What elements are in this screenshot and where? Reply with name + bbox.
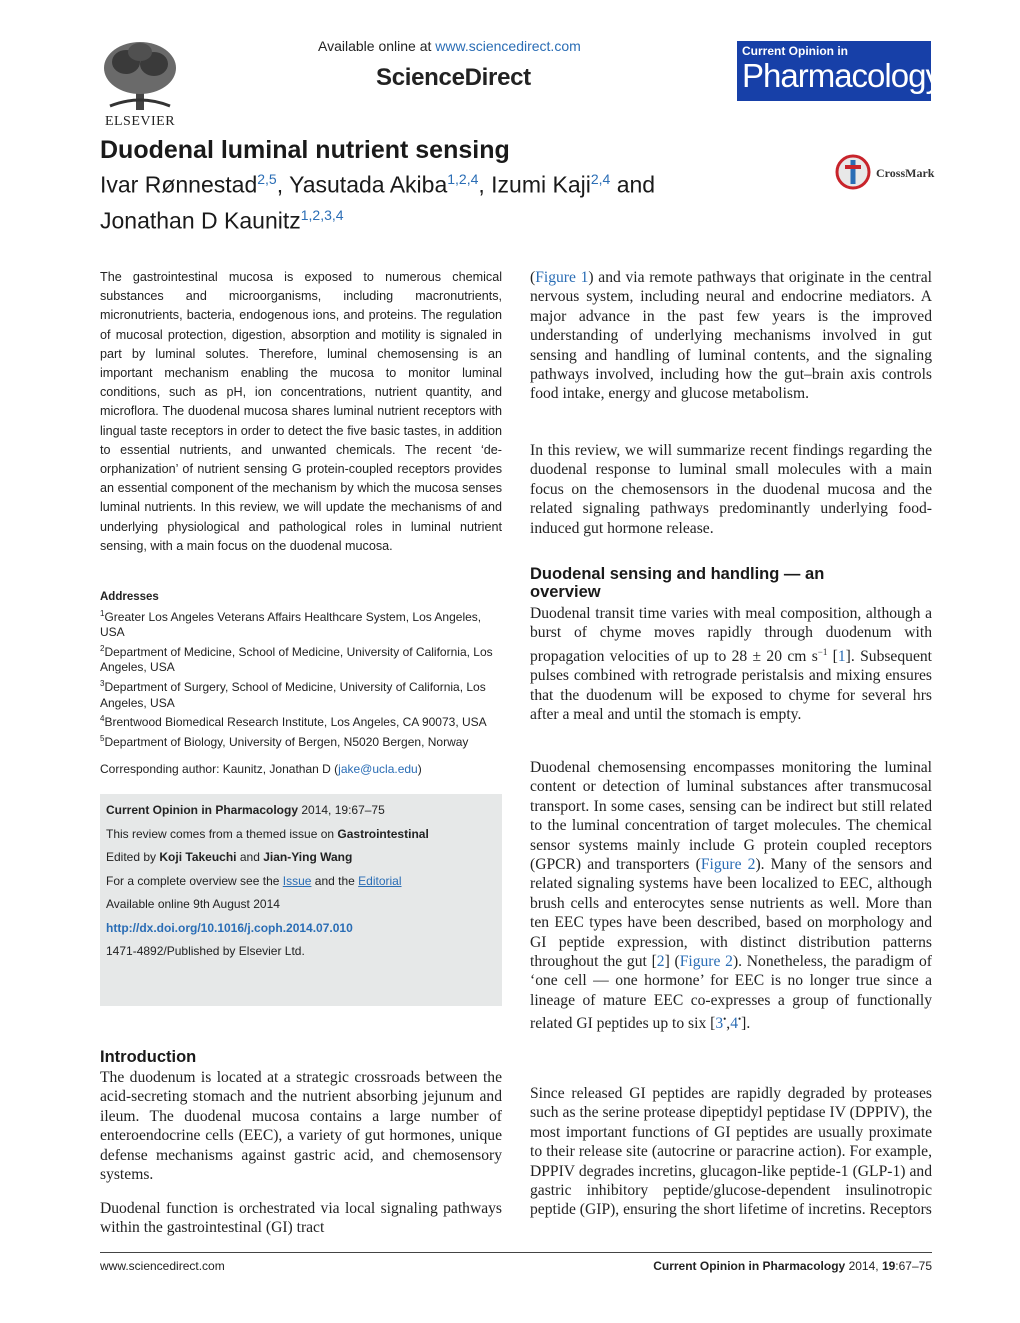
citation-line — [106, 799, 496, 823]
edited-prefix: Edited by — [106, 850, 160, 864]
introduction-paragraph: Duodenal function is orchestrated via local signaling pathways within the gastrointestinal (GI) tract — [100, 1200, 502, 1237]
corresponding-author — [100, 762, 502, 776]
addresses — [100, 590, 502, 750]
crossmark-label: CrossMark — [876, 166, 935, 180]
author-affiliation[interactable]: 1,2,4 — [447, 171, 479, 187]
reference-link[interactable]: 1 — [837, 648, 846, 665]
address-text: Department of Biology, University of Bergen, N5020 Bergen, Norway — [104, 734, 469, 749]
reference-link[interactable]: 3 — [715, 1015, 724, 1033]
address-text: Department of Surgery, School of Medicine, University of California, Los Angeles, USA — [100, 679, 486, 710]
right-paragraph-continued: (Figure 1) and via remote pathways that originate in the central nervous system, including neural and endocrine mediators. A major advance in the past few years is the improved understanding of underlying mechanisms involved in gut sensing and handling of luminal contents, and the signaling pathways involved, including how the gut–brain axis controls food intake, energy and glucose metabolism. — [530, 269, 932, 403]
introduction-paragraph: The duodenum is located at a strategic crossroads between the acid-secreting stomach and the nutrient absorbing jejunum and ileum. The duodenal mucosa contains a large number of enteroendocrine cells (EEC), a variety of gut hormones, unique defense mechanisms against gastric acid, and chemosensory systems. — [100, 1069, 502, 1184]
address-item — [100, 731, 502, 751]
article-info-box — [100, 794, 502, 1006]
corresponding-prefix: Corresponding author: Kaunitz, Jonathan D ( — [100, 762, 339, 776]
sciencedirect-link[interactable]: www.sciencedirect.com — [435, 38, 581, 54]
overview-and: and the — [311, 873, 359, 888]
paragraph-text: . Subsequent pulses combined with retrograde peristalsis and mixing ensures that the duodenum will be exposed to chyme for several hrs after a meal and until the stomach is empty. — [530, 648, 933, 724]
author-affiliation[interactable]: 1,2,3,4 — [300, 206, 344, 223]
abstract: The gastrointestinal mucosa is exposed to numerous chemical substances and microorganisms, including macronutrients, micronutrients, bacteria, endogenous ions, and proteins. The regulation of mucosal protection, digestion, absorption and motility is signaled in part by luminal solutes. Therefore, luminal chemosensing is an important mechanism enabling the mucosa to monitor luminal conditions, such as pH, ion concentrations, nutrient quantity, and microflora. The duodenal mucosa shares luminal nutrient receptors with lingual taste receptors in order to detect the five basic tastes, in addition to essential nutrients, and unwanted chemicals. The recent ‘de-orphanization’ of nutrient sensing G protein-coupled receptors provides an essential component of the mechanism by which the mucosa senses luminal nutrients. In this review, we will update the mechanisms of and underlying physiological and pathological roles in luminal nutrient sensing, with a main focus on the duodenal mucosa. — [100, 270, 502, 553]
editorial-link[interactable]: Editorial — [358, 873, 402, 888]
author-separator: , — [478, 171, 492, 198]
paragraph-text: ) and via remote pathways that originate in the central nervous system, including neural and endocrine mediators. A major advance in the past few years is the improved understanding of underlying mechanisms involved in gut sensing and handling of luminal contents, and the signaling pathways involved, including how the gut–brain axis controls food intake, energy and glucose metabolism. — [530, 269, 932, 403]
footer-divider — [100, 1252, 932, 1253]
issn-line: 1471-4892/Published by Elsevier Ltd. — [106, 944, 305, 958]
journal-logo-big: Pharmacology — [742, 57, 941, 94]
doi-line — [106, 917, 496, 941]
address-text: Brentwood Biomedical Research Institute, Los Angeles, CA 90073, USA — [104, 715, 487, 730]
author-separator: and — [610, 171, 656, 198]
author-list — [100, 164, 800, 235]
figure-link[interactable]: Figure 1 — [535, 269, 589, 286]
crossmark-badge[interactable] — [835, 154, 935, 190]
available-online-prefix: Available online at — [318, 38, 436, 54]
address-item — [100, 711, 502, 731]
reference-star: • — [723, 1014, 727, 1025]
reference-star: • — [738, 1014, 742, 1025]
author-name[interactable]: Izumi Kaji — [491, 171, 591, 198]
paragraph-text: ). Nonetheless, the paradigm of ‘one cell — one hormone’ for EEC is no longer true since a lineage of mature EEC co-expresses a group of functionally related GI peptides up to six [ — [530, 953, 932, 1033]
author-name[interactable]: Jonathan D Kaunitz — [100, 207, 301, 234]
addresses-heading: Addresses — [100, 591, 159, 603]
theme-line — [106, 823, 496, 847]
corresponding-suffix: ) — [417, 762, 422, 776]
paragraph-text: Duodenal chemosensing encompasses monitoring the luminal content or detection of luminal substances after transmucosal transport. In some cases, sensing can be indirect but still related to the luminal concentration of target molecules. The chemical sensor systems mainly include G protein coupled receptors (GPCR) and transporters ( — [530, 759, 932, 874]
available-online — [318, 38, 581, 54]
article-title: Duodenal luminal nutrient sensing — [100, 136, 510, 164]
address-number: 2 — [100, 643, 105, 653]
elsevier-tree-icon — [100, 40, 180, 112]
publisher-name: ELSEVIER — [104, 114, 176, 129]
reference-link[interactable]: 2 — [656, 953, 665, 971]
doi-link[interactable]: http://dx.doi.org/10.1016/j.coph.2014.07.010 — [106, 920, 353, 935]
author-affiliation[interactable]: 2,4 — [590, 171, 611, 187]
footer-journal: Current Opinion in Pharmacology — [653, 1259, 846, 1273]
edited-and: and — [236, 850, 264, 864]
paragraph-text: ). Many of the sensors and related signaling systems have been localized to EEC, although brush cells and enterocytes sense nutrients as well. More than ten EEC types have been described, based on morphology and GI peptide expression, with distinct distribution patterns throughout the gut [ — [530, 856, 932, 971]
footer-citation — [600, 1259, 932, 1273]
theme-prefix: This review comes from a themed issue on — [106, 826, 338, 841]
editor-name: Koji Takeuchi — [159, 850, 237, 864]
citation: 2014, 19:67–75 — [298, 803, 385, 817]
address-item — [100, 641, 502, 676]
editors-line — [106, 846, 496, 870]
footer-url[interactable]: www.sciencedirect.com — [100, 1259, 225, 1273]
reference-link[interactable]: 4 — [730, 1015, 738, 1033]
sciencedirect-logo[interactable]: ScienceDirect — [376, 64, 531, 91]
figure-link[interactable]: Figure 2 — [679, 953, 733, 971]
unit-exponent: −1 — [817, 646, 828, 657]
editor-name: Jian-Ying Wang — [263, 850, 353, 864]
footer-year: 2014, — [845, 1259, 882, 1273]
address-text: Department of Medicine, School of Medicine, University of California, Los Angeles, USA — [100, 644, 493, 675]
overview-line — [106, 870, 496, 894]
figure-link[interactable]: Figure 2 — [700, 856, 756, 874]
issue-link[interactable]: Issue — [282, 873, 312, 888]
email-link[interactable]: jake@ucla.edu — [338, 762, 418, 776]
address-number: 5 — [100, 733, 105, 743]
address-item — [100, 606, 502, 641]
review-paragraph: In this review, we will summarize recent findings regarding the duodenal response to luminal small molecules with a main focus on the chemosensors in the duodenal mucosa and the related signaling pathways predominantly underlying food-induced gut hormone release. — [530, 442, 932, 537]
journal-name: Current Opinion in Pharmacology — [106, 803, 299, 817]
paragraph-text: Duodenal transit time varies with meal composition, although a burst of chyme moves rapidly through duodenum with propagation velocities of up to 28 ± 20 cm s — [530, 605, 932, 665]
address-item — [100, 676, 502, 711]
paragraph-text: ]. — [741, 1015, 751, 1033]
theme-name: Gastrointestinal — [337, 826, 429, 841]
author-name[interactable]: Yasutada Akiba — [289, 171, 448, 198]
paragraph-text: , — [726, 1015, 731, 1033]
journal-logo[interactable] — [737, 41, 941, 101]
overview-prefix: For a complete overview see the — [106, 873, 283, 888]
section-heading-line: overview — [530, 583, 601, 601]
address-text: Greater Los Angeles Veterans Affairs Healthcare System, Los Angeles, USA — [100, 609, 482, 640]
chemosensing-paragraph — [530, 758, 932, 1034]
released-paragraph: Since released GI peptides are rapidly degraded by proteases such as the serine protease dipeptidyl peptidase IV (DPPIV), the most important functions of GI peptides are usually proximate to their release site (autocrine or paracrine action). For example, DPPIV degrades incretins, glucagon-like peptide-1 (GLP-1) and gastric inhibitory peptide/glucose-dependent insulinotropic peptide (GIP), ensuring the short lifetime of incretins. Receptors — [530, 1085, 932, 1219]
available-date: Available online 9th August 2014 — [106, 897, 280, 911]
address-number: 4 — [100, 714, 105, 724]
address-number: 3 — [100, 678, 105, 688]
journal-logo-small: Current Opinion in — [742, 44, 848, 58]
author-name[interactable]: Ivar Rønnestad — [100, 171, 258, 198]
footer-volume: 19 — [881, 1259, 896, 1273]
section-heading — [530, 565, 932, 601]
author-separator: , — [276, 171, 290, 198]
elsevier-logo — [100, 40, 180, 130]
transit-paragraph: Duodenal transit time varies with meal composition, although a burst of chyme moves rapidly through duodenum with propagation velocities of up to 28 ± 20 cm $s^{-1}$ [1]. Subsequent pulses combined with retrograde peristalsis and mixing ensures that the duodenum will be exposed to chyme for several hrs after a meal and until the stomach is empty. — [530, 605, 933, 724]
crossmark-icon — [835, 154, 873, 190]
section-heading-line: Duodenal sensing and handling — an — [530, 565, 825, 583]
introduction-heading: Introduction — [100, 1048, 197, 1066]
paragraph-text: ] ( — [664, 953, 680, 971]
author-affiliation[interactable]: 2,5 — [257, 171, 277, 187]
footer-pages: :67–75 — [895, 1259, 932, 1273]
address-number: 1 — [100, 608, 105, 618]
